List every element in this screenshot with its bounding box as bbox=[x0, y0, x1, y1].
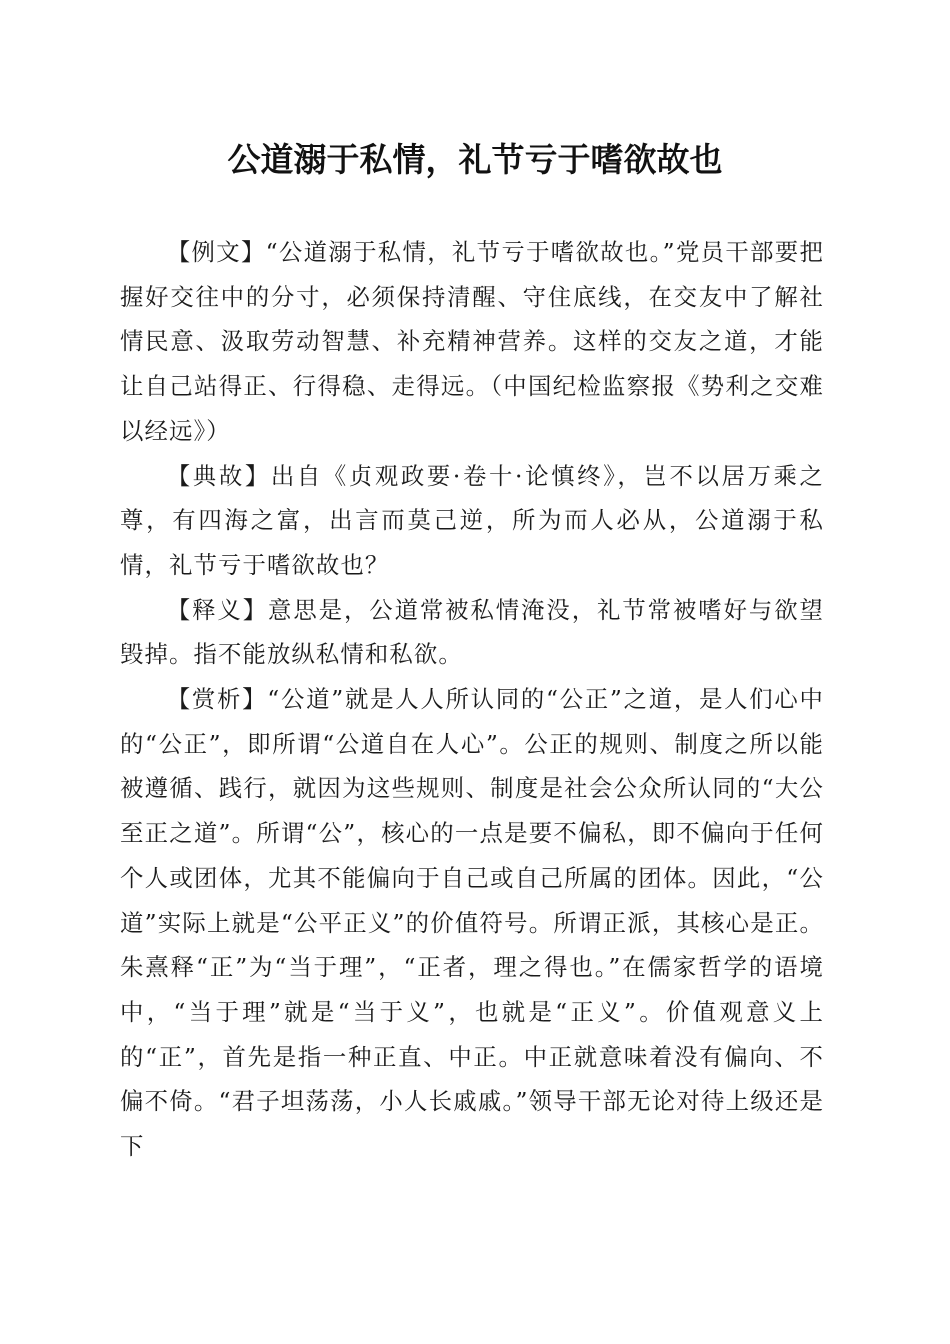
paragraph-example: 【例文】“公道溺于私情，礼节亏于嗜欲故也。”党员干部要把握好交往中的分寸，必须保持清醒、守住底线，在交友中了解社情民意、汲取劳动智慧、补充精神营养。这样的交友之道，才能让自己站得正、行得稳、走得远。（中国纪检监察报《势利之交难以经远》） bbox=[120, 238, 824, 445]
paragraph-interpretation: 【释义】意思是，公道常被私情淹没，礼节常被嗜好与欲望毁掉。指不能放纵私情和私欲。 bbox=[120, 595, 824, 669]
document-body bbox=[120, 230, 824, 1169]
paragraph-allusion: 【典故】出自《贞观政要·卷十·论慎终》，岂不以居万乘之尊，有四海之富，出言而莫己逆，所为而人必从，公道溺于私情，礼节亏于嗜欲故也？ bbox=[120, 461, 824, 579]
paragraph-appreciation: 【赏析】“公道”就是人人所认同的“公正”之道，是人们心中的“公正”，即所谓“公道自在人心”。公正的规则、制度之所以能被遵循、践行，就因为这些规则、制度是社会公众所认同的“大公至正之道”。所谓“公”，核心的一点是要不偏私，即不偏向于任何个人或团体，尤其不能偏向于自己或自己所属的团体。因此，“公道”实际上就是“公平正义”的价值符号。所谓正派，其核心是正。朱熹释“正”为“当于理”，“正者，理之得也。”在儒家哲学的语境中，“当于理”就是“当于义”，也就是“正义”。价值观意义上的“正”，首先是指一种正直、中正。中正就意味着没有偏向、不偏不倚。“君子坦荡荡，小人长戚戚。”领导干部无论对待上级还是下 bbox=[120, 685, 824, 1161]
page-title: 公道溺于私情，礼节亏于嗜欲故也 bbox=[227, 140, 723, 179]
